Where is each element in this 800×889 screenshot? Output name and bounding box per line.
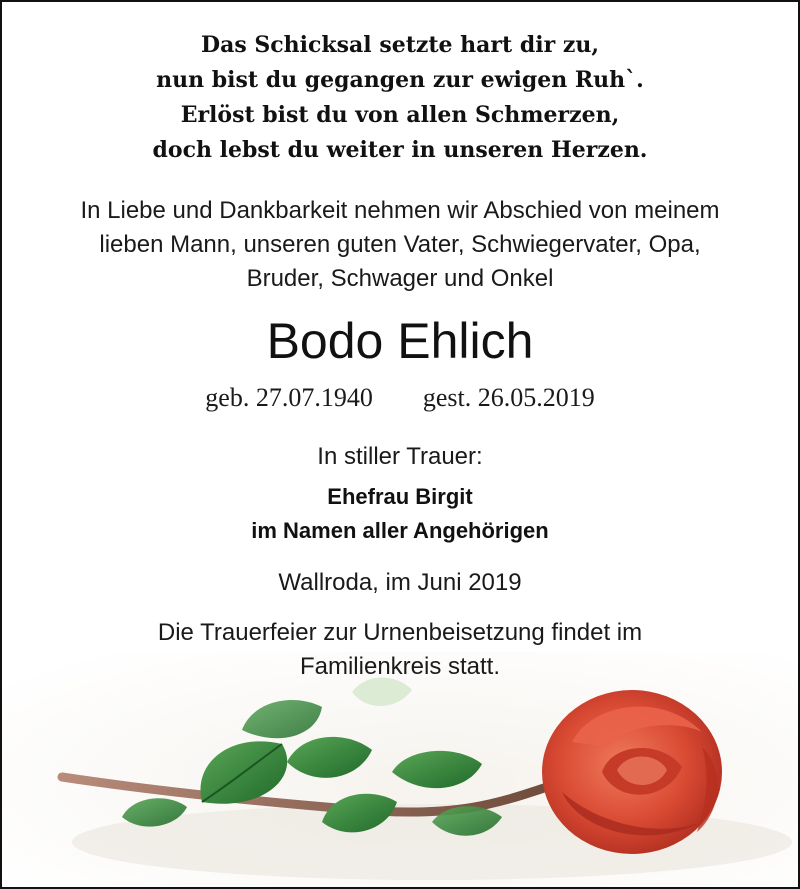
poem-line: Das Schicksal setzte hart dir zu, [201, 32, 599, 58]
poem-line: Erlöst bist du von allen Schmerzen, [180, 102, 620, 128]
mourning-heading: In stiller Trauer: [317, 443, 483, 470]
farewell-line: lieben Mann, unseren guten Vater, Schwiegervater, Opa, [99, 231, 701, 258]
ceremony-notice [2, 616, 798, 684]
poem-line: nun bist du gegangen zur ewigen Ruh`. [156, 67, 644, 93]
memorial-poem [2, 28, 798, 168]
mourner-line: im Namen aller Angehörigen [251, 518, 549, 543]
mourner-line: Ehefrau Birgit [327, 484, 473, 509]
life-dates [2, 380, 798, 416]
deceased-name: Bodo Ehlich [266, 313, 534, 369]
farewell-line: In Liebe und Dankbarkeit nehmen wir Abschied von meinem [80, 197, 720, 224]
farewell-line: Bruder, Schwager und Onkel [246, 265, 554, 292]
place-and-date: Wallroda, im Juni 2019 [278, 569, 522, 596]
notice-line: Familienkreis statt. [299, 653, 501, 680]
birth-date: geb. 27.07.1940 [205, 383, 373, 412]
poem-line: doch lebst du weiter in unseren Herzen. [152, 137, 648, 163]
notice-line: Die Trauerfeier zur Urnenbeisetzung findet im [157, 619, 643, 646]
rose-image [2, 652, 798, 887]
mourners [2, 480, 798, 548]
farewell-text [2, 194, 798, 296]
death-date: gest. 26.05.2019 [422, 383, 595, 412]
